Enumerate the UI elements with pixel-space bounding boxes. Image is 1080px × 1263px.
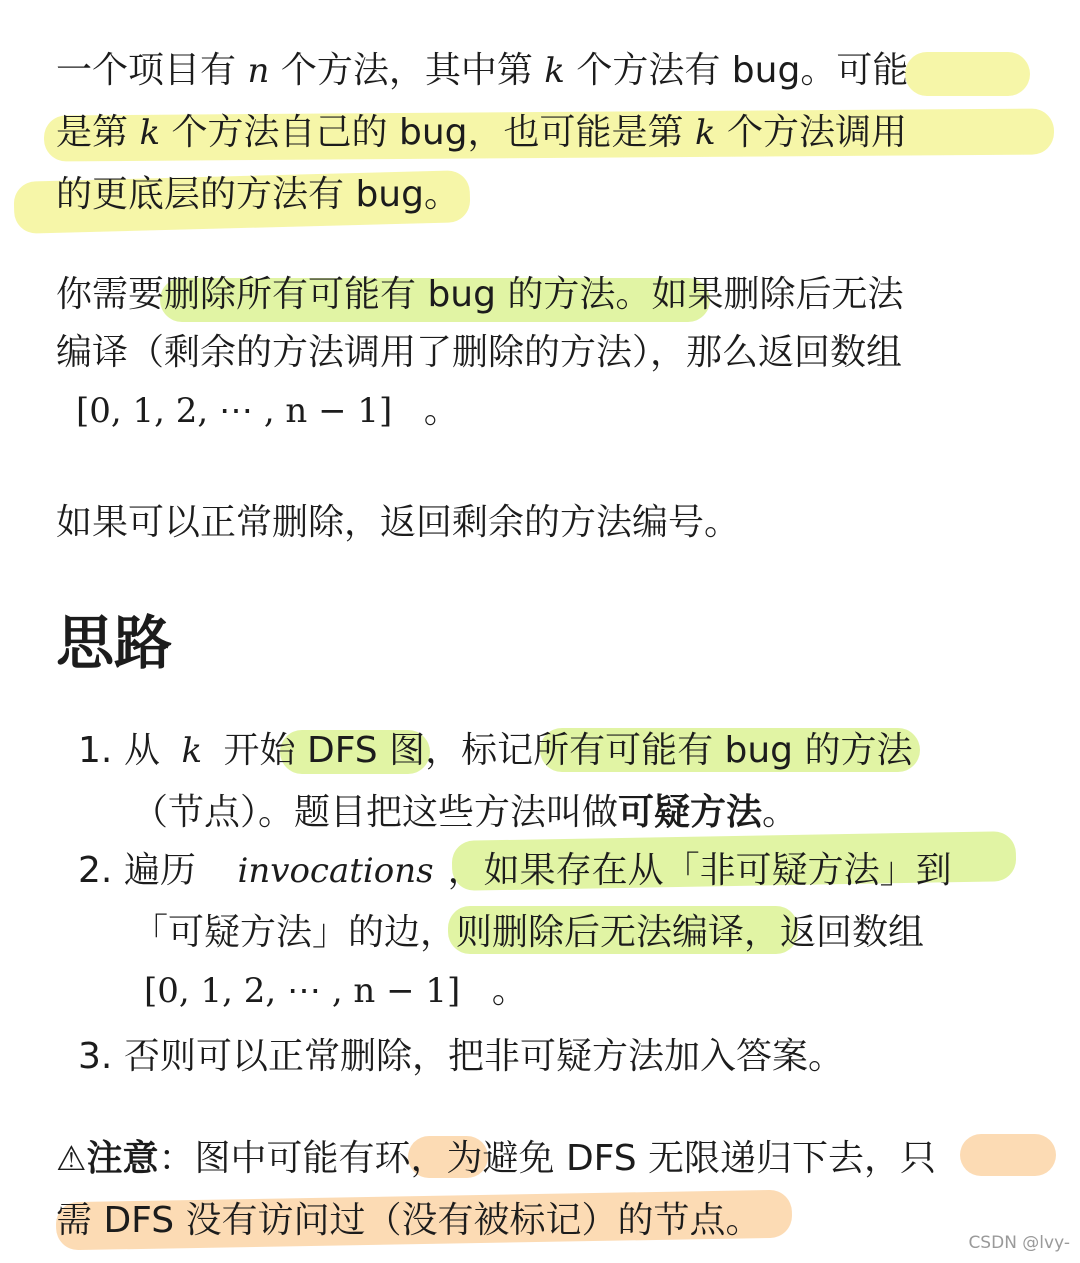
text: 从 [124, 730, 161, 771]
text: 一个项目有 [56, 50, 237, 91]
text: 个方法调用 [727, 112, 908, 153]
text: 「可疑方法」的边，则删除后无法编译，返回数组 [132, 912, 925, 953]
note-label: 注意 [86, 1138, 159, 1179]
paragraph-1 [56, 40, 908, 226]
math-n: n [247, 51, 270, 91]
text: 的更底层的方法有 bug [56, 174, 424, 215]
list-item-2-math [144, 960, 528, 1022]
text: 删除所有可能有 bug 的方法。 [164, 274, 652, 315]
list-item-2-cont [132, 902, 924, 964]
paragraph-2 [56, 266, 903, 440]
text: 。 [423, 390, 460, 431]
list-item-1 [78, 720, 912, 782]
text: 个方法自己的 bug，也可能是第 [171, 112, 684, 153]
text: 开始 DFS 图，标记所有可能有 bug 的方法 [223, 730, 913, 771]
text: ：图中可能有环，为避免 DFS 无限递归下去，只 [158, 1138, 937, 1179]
math-array: [0, 1, 2, ⋯ , n − 1] [144, 971, 461, 1011]
text: 编译（剩余的方法调用了删除的方法），那么返回数组 [56, 332, 903, 373]
bold-term: 可疑方法 [618, 792, 763, 833]
text: 你需要 [56, 274, 165, 315]
text: 。 [423, 174, 460, 215]
math-invocations: invocations [237, 851, 434, 891]
text: 。 [491, 970, 528, 1011]
list-item-2 [78, 840, 952, 902]
paragraph-3 [56, 492, 740, 554]
math-array: [0, 1, 2, ⋯ , n − 1] [76, 391, 393, 431]
text: 需 DFS 没有访问过（没有被标记）的节点。 [56, 1200, 762, 1241]
text: 。 [762, 792, 799, 833]
list-item-1-cont [132, 782, 798, 844]
section-heading: 思路 [56, 609, 173, 677]
text: 个方法有 bug [576, 50, 801, 91]
list-number: 1. [78, 730, 113, 771]
list-number: 3. [78, 1036, 113, 1077]
math-k: k [694, 113, 716, 153]
highlight-orange-2 [960, 1134, 1056, 1176]
list-item-3 [78, 1026, 844, 1088]
math-k: k [181, 731, 203, 771]
text: 如果删除后无法 [651, 274, 904, 315]
text: 。可能 [800, 50, 909, 91]
text: 个方法，其中第 [280, 50, 533, 91]
text: 如果可以正常删除，返回剩余的方法编号。 [56, 502, 741, 543]
text: 遍历 [124, 850, 197, 891]
text: 否则可以正常删除，把非可疑方法加入答案。 [124, 1036, 845, 1077]
math-k: k [139, 113, 161, 153]
list-number: 2. [78, 850, 113, 891]
highlight-yellow-1 [905, 52, 1030, 96]
watermark: CSDN @lvy- [968, 1233, 1070, 1253]
text: （节点）。题目把这些方法叫做 [132, 792, 619, 833]
note [56, 1128, 936, 1252]
text: ，如果存在从「非可疑方法」到 [447, 850, 952, 891]
text: 是第 [56, 112, 129, 153]
warning-icon: ⚠ [56, 1139, 87, 1179]
math-k: k [544, 51, 565, 91]
